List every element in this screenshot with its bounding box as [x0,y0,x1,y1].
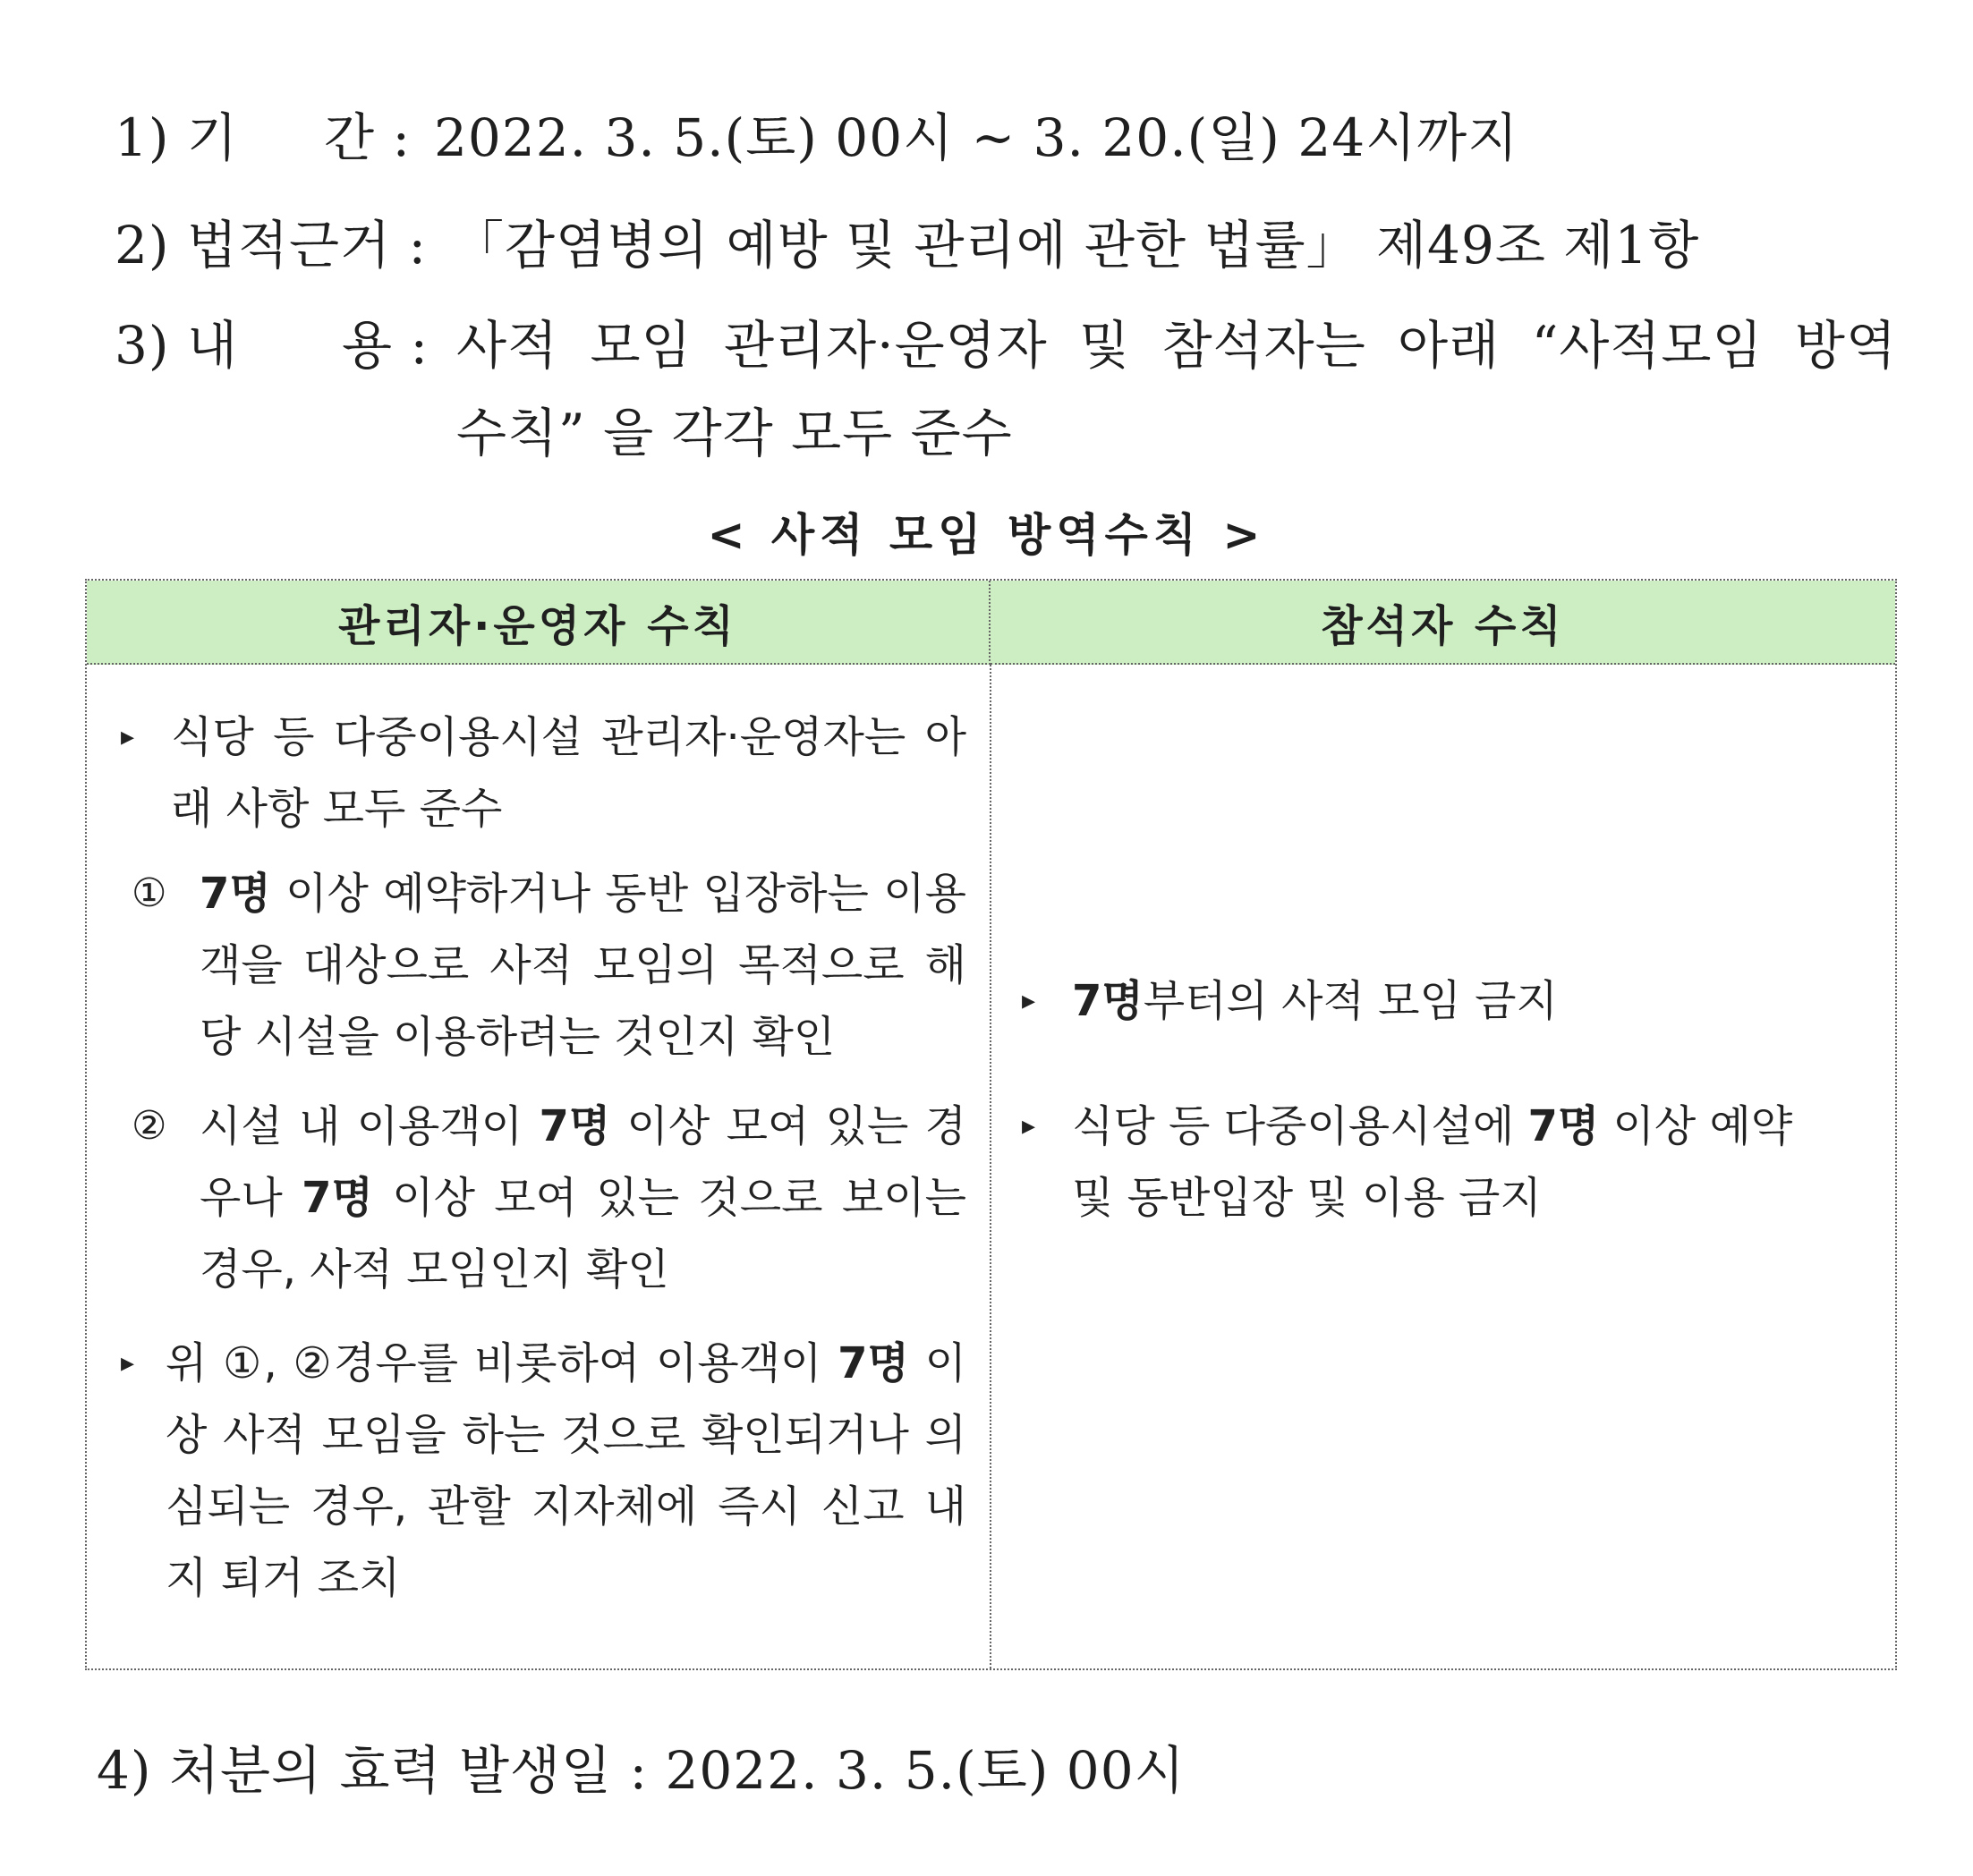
header-manager-rules: 관리자·운영자 수칙 [87,581,991,665]
highlight-7-people: 7명 [302,1173,373,1223]
period-label-b: 간 : [324,107,412,168]
rules-table-title: < 사적 모임 방역수칙 > [707,509,1266,561]
highlight-7-people: 7명 [838,1338,909,1388]
bullet-marker: ▸ [1022,985,1036,1016]
manager-item-2-text-a: 시설 내 이용객이 [200,1101,540,1151]
item-number-2: ② [132,1103,167,1149]
legal-basis-label: 2) 법적근거 : [115,215,428,276]
period-value: 2022. 3. 5.(토) 00시 ~ 3. 20.(일) 24시까지 [434,107,1519,168]
manager-final-text-a: 위 ①, ②경우를 비롯하여 이용객이 [166,1338,838,1388]
manager-item-2-text-b: 이상 모여 있는 경우나 [200,1101,967,1223]
period-label-a: 1) 기 [115,107,238,168]
column-divider [990,665,991,1668]
attendee-rule-2-text-b: 이상 예약 및 동반입장 및 이용 금지 [1072,1101,1793,1223]
legal-basis-value: 「감염병의 예방 및 관리에 관한 법률」 제49조 제1항 [452,215,1700,276]
highlight-7-people: 7명 [1072,976,1144,1026]
manager-final-text-b: 이상 사적 모임을 하는 것으로 확인되거나 의심되는 경우, 관할 지자체에 즉시 신고 내지 퇴거 조치 [166,1338,966,1603]
content-value-line2: 수칙” 을 각각 모두 준수 [456,403,1013,463]
manager-item-1 [121,858,966,1073]
highlight-7-people: 7명 [1527,1101,1600,1151]
bullet-marker: ▸ [121,1347,135,1379]
bullet-marker: ▸ [121,721,135,752]
manager-item-2 [121,1091,966,1305]
content-label-a: 3) 내 [115,315,238,376]
highlight-7-people: 7명 [200,869,271,919]
header-attendee-rules: 참석자 수칙 [991,581,1895,665]
attendee-rule-1-text: 부터의 사적 모임 금지 [1143,976,1558,1026]
effective-date: 4) 처분의 효력 발생일 : 2022. 3. 5.(토) 00시 [97,1740,1186,1801]
attendee-rule-2-text-a: 식당 등 다중이용시설에 [1072,1101,1528,1151]
manager-intro [121,701,966,845]
highlight-7-people: 7명 [539,1101,611,1151]
manager-intro-text: 식당 등 다중이용시설 관리자·운영자는 아래 사항 모두 준수 [171,712,966,834]
manager-item-2-text-c: 이상 모여 있는 것으로 보이는 경우, 사적 모임인지 확인 [200,1173,966,1295]
manager-final-rule [121,1328,966,1614]
content-value-line1: 사적 모임 관리자·운영자 및 참석자는 아래 “사적모임 방역 [456,315,1897,376]
attendee-rule-2 [1022,1091,1809,1234]
manager-item-1-text: 이상 예약하거나 동반 입장하는 이용객을 대상으로 사적 모임의 목적으로 해당 시설을 이용하려는 것인지 확인 [200,869,966,1062]
rules-table [85,579,1897,1670]
bullet-marker: ▸ [1022,1110,1036,1142]
item-number-1: ① [132,870,167,916]
attendee-rule-1 [1022,965,1809,1037]
content-label-b: 용 : [342,315,429,376]
